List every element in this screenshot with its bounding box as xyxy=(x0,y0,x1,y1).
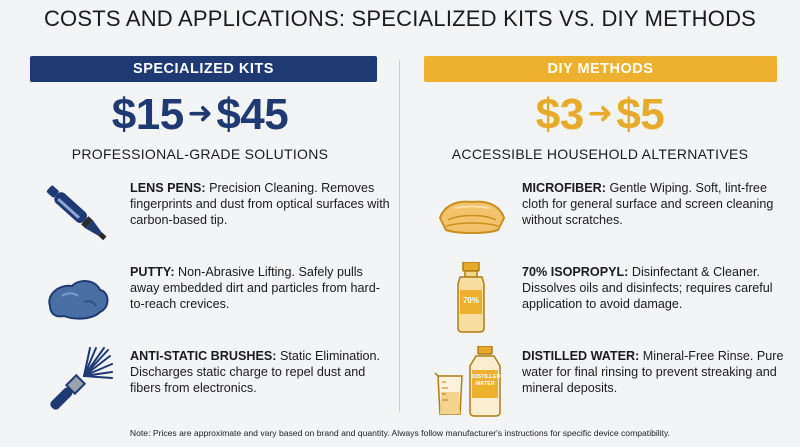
arrow-icon: ➜ xyxy=(587,97,613,130)
diy-subtitle: ACCESSIBLE HOUSEHOLD ALTERNATIVES xyxy=(451,146,749,162)
item-desc: Mineral-Free Rinse. Pure water for final rinsing to prevent streaking and mineral deposits. xyxy=(522,349,784,395)
specialized-subtitle: PROFESSIONAL-GRADE SOLUTIONS xyxy=(71,146,329,162)
specialized-kits-banner: SPECIALIZED KITS xyxy=(30,56,377,82)
anti-static-brushes-description xyxy=(130,348,392,396)
list-item-putty xyxy=(0,262,400,340)
specialized-price-range xyxy=(0,90,400,140)
lens-pens-description xyxy=(130,180,392,228)
list-item-microfiber xyxy=(400,178,800,256)
putty-description xyxy=(130,264,392,312)
water-label: DISTILLED WATER xyxy=(472,374,501,387)
microfiber-description xyxy=(522,180,792,228)
item-name: ANTI-STATIC BRUSHES: xyxy=(130,349,277,363)
price-high: $5 xyxy=(616,90,665,139)
price-high: $45 xyxy=(216,90,289,139)
item-name: 70% ISOPROPYL: xyxy=(522,265,629,279)
price-low: $3 xyxy=(535,90,584,139)
list-item-distilled-water xyxy=(400,346,800,424)
page-title: COSTS AND APPLICATIONS: SPECIALIZED KITS VS. DIY METHODS xyxy=(43,6,757,31)
item-desc: Static Elimination. Discharges static charge to repel dust and fibers from electronics. xyxy=(130,349,381,395)
arrow-icon: ➜ xyxy=(187,97,213,130)
list-item-isopropyl xyxy=(400,262,800,340)
microfiber-cloth-icon xyxy=(432,178,510,250)
item-desc: Gentle Wiping. Soft, lint-free cloth for general surface and screen cleaning without scratches. xyxy=(522,181,774,227)
item-desc: Precision Cleaning. Removes fingerprints and dust from optical surfaces with carbon-based tip. xyxy=(130,181,390,227)
distilled-water-icon xyxy=(432,346,510,418)
diy-methods-banner: DIY METHODS xyxy=(424,56,777,82)
footnote: Note: Prices are approximate and vary based on brand and quantity. Always follow manufacturer's instructions for specific device compatibility. xyxy=(129,428,671,438)
brush-icon xyxy=(38,346,116,418)
lens-pen-icon xyxy=(38,178,116,250)
item-name: PUTTY: xyxy=(130,265,175,279)
list-item-lens-pens xyxy=(0,178,400,256)
distilled-water-description xyxy=(522,348,792,396)
item-desc: Disinfectant & Cleaner. Dissolves oils and disinfects; requires careful application to avoid damage. xyxy=(522,265,773,311)
bottle-label: 70% xyxy=(462,296,479,305)
item-name: LENS PENS: xyxy=(130,181,206,195)
item-name: DISTILLED WATER: xyxy=(522,349,640,363)
putty-icon xyxy=(38,262,116,334)
isopropyl-bottle-icon xyxy=(432,262,510,334)
isopropyl-description xyxy=(522,264,792,312)
list-item-anti-static-brushes xyxy=(0,346,400,424)
item-name: MICROFIBER: xyxy=(522,181,606,195)
diy-methods-column xyxy=(400,0,800,447)
diy-price-range xyxy=(400,90,800,140)
item-desc: Non-Abrasive Lifting. Safely pulls away embedded dirt and particles from hard-to-reach crevices. xyxy=(130,265,380,311)
price-low: $15 xyxy=(111,90,184,139)
